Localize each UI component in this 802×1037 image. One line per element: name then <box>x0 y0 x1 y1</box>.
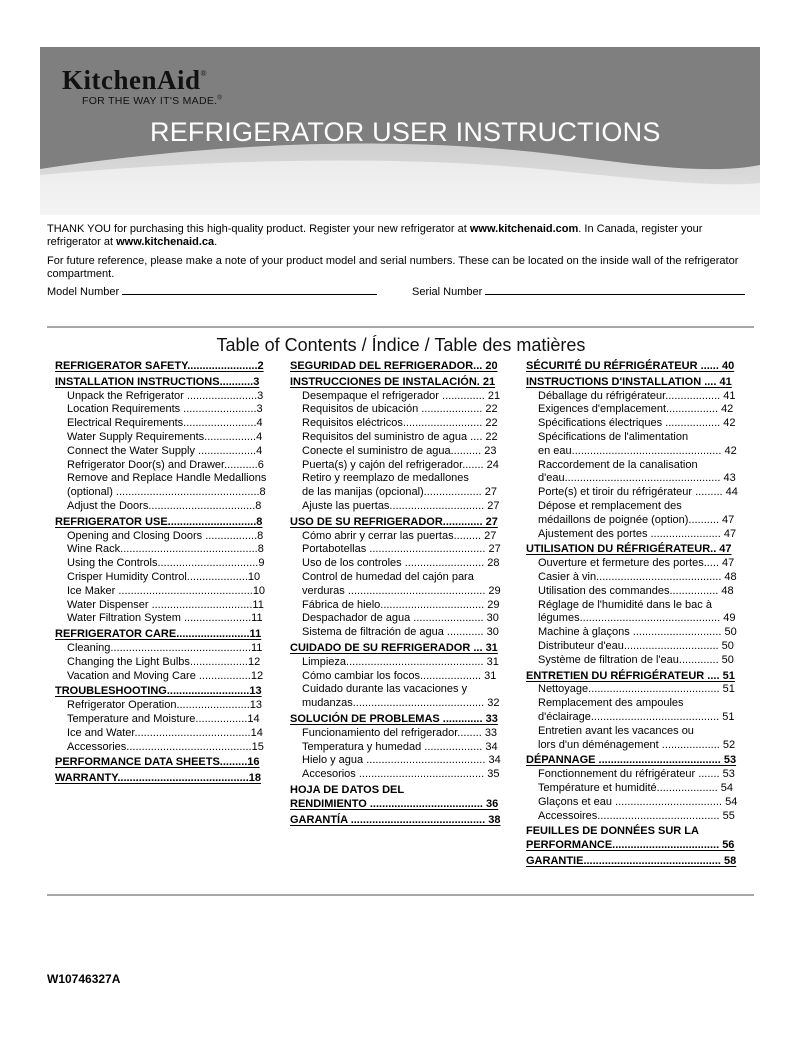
toc-entry[interactable] <box>55 557 273 571</box>
toc-entry[interactable] <box>55 670 273 684</box>
toc-entry-text: (optional) ...............................................8 <box>67 486 266 499</box>
toc-entry-text: Requisitos de ubicación .................... 22 <box>302 403 498 416</box>
toc-entry[interactable] <box>290 798 510 812</box>
toc-entry-text: RENDIMIENTO ..................................... 36 <box>290 797 499 810</box>
toc-entry[interactable] <box>290 814 510 828</box>
toc-entry-text: Accessories.........................................15 <box>67 740 264 753</box>
toc-entry[interactable] <box>55 612 273 626</box>
toc-entry[interactable] <box>55 459 273 473</box>
toc-entry[interactable] <box>55 713 273 727</box>
toc-title: Table of Contents / Índice / Table des matières <box>216 335 586 355</box>
toc-entry-text: Retiro y reemplazo de medallones <box>302 472 469 485</box>
toc-entry[interactable] <box>290 500 510 514</box>
divider-top <box>47 326 754 328</box>
toc-entry-text: UTILISATION DU RÉFRIGÉRATEUR.. 47 <box>526 543 732 556</box>
toc-column-spanish <box>290 360 510 827</box>
toc-entry-text: Spécifications électriques .................. 42 <box>538 417 736 430</box>
toc-entry-text: Conecte el suministro de agua.......... 23 <box>302 444 497 457</box>
toc-entry[interactable] <box>290 403 510 417</box>
toc-entry-text: Control de humedad del cajón para <box>302 570 474 583</box>
toc-entry[interactable] <box>55 530 273 544</box>
toc-entry[interactable] <box>526 683 746 697</box>
toc-entry-text: INSTRUCTIONS D'INSTALLATION .... 41 <box>526 375 732 388</box>
toc-entry-text: Ice and Water......................................14 <box>67 726 263 739</box>
toc-entry[interactable] <box>526 445 746 459</box>
toc-entry[interactable] <box>55 472 273 486</box>
toc-entry-text: Réglage de l'humidité dans le bac à <box>538 598 712 611</box>
toc-entry-text: d'éclairage.......................................... 51 <box>538 710 735 723</box>
toc-entry-text: GARANTIE............................................. 58 <box>526 854 737 867</box>
toc-entry[interactable] <box>526 376 746 390</box>
intro-paragraph-register: THANK YOU for purchasing this high-quality product. Register your new refrigerator at www.kitchenaid.com. In Canada, register your refrigerator at www.kitchenaid.ca. <box>47 223 703 248</box>
toc-entry[interactable] <box>526 557 746 571</box>
toc-entry[interactable] <box>290 516 510 530</box>
toc-entry-text: Puerta(s) y cajón del refrigerador....... 24 <box>302 458 499 471</box>
toc-entry-text: REFRIGERATOR CARE........................11 <box>55 628 262 641</box>
toc-entry-text: médaillons de poignée (option).......... 47 <box>538 513 735 526</box>
toc-entry[interactable] <box>526 612 746 626</box>
product-number-fields <box>47 285 752 301</box>
toc-entry-text: PERFORMANCE DATA SHEETS.........16 <box>55 756 260 769</box>
link-kitchenaid-ca[interactable]: www.kitchenaid.ca <box>116 236 215 248</box>
toc-entry[interactable] <box>290 713 510 727</box>
toc-entry-text: Electrical Requirements........................4 <box>67 417 263 430</box>
toc-entry[interactable] <box>55 390 273 404</box>
toc-entry-text: SOLUCIÓN DE PROBLEMAS ............. 33 <box>290 712 498 725</box>
toc-entry-text: Fábrica de hielo.................................. 29 <box>302 598 500 611</box>
toc-entry[interactable] <box>290 360 510 374</box>
toc-entry[interactable] <box>526 626 746 640</box>
toc-entry[interactable] <box>290 472 510 486</box>
toc-entry[interactable] <box>526 839 746 853</box>
toc-entry-text: DÉPANNAGE ........................................ 53 <box>526 754 737 767</box>
intro-paragraph-reference: For future reference, please make a note of your product model and serial numbers. These can be located on the inside wall of the refrigerator compartment. <box>47 255 739 280</box>
toc-entry[interactable] <box>55 628 273 642</box>
toc-entry[interactable] <box>526 528 746 542</box>
toc-entry-text: verduras ............................................. 29 <box>302 584 501 597</box>
toc-entry[interactable] <box>290 599 510 613</box>
toc-entry[interactable] <box>526 768 746 782</box>
model-number-label: Model Number <box>47 286 120 298</box>
toc-entry-text: Water Supply Requirements.................4 <box>67 430 263 443</box>
toc-entry-text: FEUILLES DE DONNÉES SUR LA <box>526 825 699 838</box>
model-number-line[interactable] <box>122 285 377 295</box>
brand-logo: KitchenAid® <box>62 65 208 95</box>
toc-entry-text: Sistema de filtración de agua ............ 30 <box>302 626 499 639</box>
toc-entry-text: Uso de los controles .......................... 28 <box>302 557 500 570</box>
toc-entry-text: Remplacement des ampoules <box>538 697 684 710</box>
toc-entry-text: Distributeur d'eau............................... 50 <box>538 639 734 652</box>
toc-entry[interactable] <box>526 486 746 500</box>
toc-entry[interactable] <box>55 571 273 585</box>
toc-entry[interactable] <box>290 683 510 697</box>
toc-entry[interactable] <box>290 557 510 571</box>
toc-entry-text: de las manijas (opcional)................... 27 <box>302 486 498 499</box>
toc-entry[interactable] <box>290 626 510 640</box>
toc-entry[interactable] <box>526 585 746 599</box>
toc-entry[interactable] <box>526 543 746 557</box>
toc-entry-text: Machine à glaçons ............................. 50 <box>538 626 737 639</box>
toc-entry[interactable] <box>290 585 510 599</box>
brand-tagline: FOR THE WAY IT'S MADE.® <box>82 95 223 107</box>
toc-entry[interactable] <box>55 417 273 431</box>
toc-entry-text: TROUBLESHOOTING...........................13 <box>55 685 262 698</box>
toc-entry-text: Accesorios ......................................... 35 <box>302 768 500 781</box>
toc-entry[interactable] <box>526 796 746 810</box>
toc-entry[interactable] <box>290 530 510 544</box>
toc-entry[interactable] <box>55 599 273 613</box>
toc-entry[interactable] <box>55 403 273 417</box>
toc-entry-text: GARANTÍA ............................................ 38 <box>290 813 501 826</box>
toc-entry[interactable] <box>55 516 273 530</box>
toc-entry[interactable] <box>290 445 510 459</box>
toc-entry-text: PERFORMANCE................................... 56 <box>526 839 735 852</box>
toc-entry-text: Glaçons et eau ................................... 54 <box>538 795 738 808</box>
toc-entry[interactable] <box>290 670 510 684</box>
toc-entry-text: Portabotellas ...................................... 27 <box>302 543 501 556</box>
toc-entry[interactable] <box>290 656 510 670</box>
document-title: REFRIGERATOR USER INSTRUCTIONS <box>150 117 661 147</box>
toc-entry-text: INSTRUCCIONES DE INSTALACIÓN. 21 <box>290 375 496 388</box>
serial-number-line[interactable] <box>485 285 745 295</box>
toc-entry[interactable] <box>55 376 273 390</box>
toc-entry[interactable] <box>290 727 510 741</box>
toc-entry[interactable] <box>290 459 510 473</box>
toc-entry[interactable] <box>290 784 510 798</box>
toc-entry-text: Temperatura y humedad ................... 34 <box>302 740 498 753</box>
toc-entry-text: Connect the Water Supply ...................4 <box>67 444 263 457</box>
serial-number-label: Serial Number <box>412 286 483 298</box>
toc-entry[interactable] <box>290 612 510 626</box>
toc-entry[interactable] <box>526 640 746 654</box>
toc-entry[interactable] <box>55 486 273 500</box>
toc-entry-text: Water Dispenser .................................11 <box>67 598 264 611</box>
link-kitchenaid-com[interactable]: www.kitchenaid.com <box>469 223 579 235</box>
toc-entry[interactable] <box>526 670 746 684</box>
toc-entry[interactable] <box>526 390 746 404</box>
toc-entry[interactable] <box>55 585 273 599</box>
toc-entry-text: Wine Rack.............................................8 <box>67 543 264 556</box>
toc-entry[interactable] <box>526 500 746 514</box>
toc-entry[interactable] <box>526 417 746 431</box>
toc-entry-text: Porte(s) et tiroir du réfrigérateur ......... 44 <box>538 486 738 499</box>
toc-entry[interactable] <box>526 360 746 374</box>
toc-entry[interactable] <box>526 810 746 824</box>
toc-entry[interactable] <box>55 772 273 786</box>
toc-entry-text: Remove and Replace Handle Medallions <box>67 472 267 485</box>
toc-entry-text: Requisitos eléctricos.......................... 22 <box>302 417 498 430</box>
toc-entry-text: Dépose et remplacement des <box>538 499 682 512</box>
toc-entry-text: Temperature and Moisture.................14 <box>67 712 260 725</box>
toc-column-french <box>526 360 746 869</box>
header-banner <box>40 47 760 215</box>
toc-entry-text: Cleaning..............................................11 <box>67 641 263 654</box>
toc-entry[interactable] <box>290 543 510 557</box>
toc-entry-text: lors d'un déménagement ................... 52 <box>538 738 736 751</box>
toc-entry[interactable] <box>526 571 746 585</box>
toc-entry[interactable] <box>290 754 510 768</box>
toc-entry-text: Spécifications de l'alimentation <box>538 430 689 443</box>
toc-entry-text: Vacation and Moving Care .................12 <box>67 669 264 682</box>
toc-entry-text: d'eau................................................... 43 <box>538 472 736 485</box>
toc-entry-text: Refrigerator Door(s) and Drawer...........6 <box>67 458 264 471</box>
toc-entry-text: Raccordement de la canalisation <box>538 458 698 471</box>
toc-entry-text: Déballage du réfrigérateur.................. 41 <box>538 389 736 402</box>
toc-entry[interactable] <box>526 431 746 445</box>
toc-entry-text: WARRANTY...........................................18 <box>55 772 261 785</box>
toc-entry-text: Cómo abrir y cerrar las puertas......... 27 <box>302 529 497 542</box>
toc-entry-text: Adjust the Doors...................................8 <box>67 499 262 512</box>
toc-entry-text: Hielo y agua ....................................... 34 <box>302 754 501 767</box>
toc-entry[interactable] <box>55 642 273 656</box>
toc-entry[interactable] <box>290 768 510 782</box>
toc-entry-text: Casier à vin......................................... 48 <box>538 570 737 583</box>
toc-entry[interactable] <box>55 699 273 713</box>
toc-entry-text: CUIDADO DE SU REFRIGERADOR ... 31 <box>290 641 498 654</box>
intro-text <box>47 223 757 287</box>
toc-entry[interactable] <box>55 431 273 445</box>
toc-entry-text: Water Filtration System ......................11 <box>67 612 263 625</box>
toc-entry-text: Desempaque el refrigerador .............. 21 <box>302 389 501 402</box>
toc-entry[interactable] <box>526 599 746 613</box>
toc-entry[interactable] <box>55 685 273 699</box>
toc-entry-text: Ajustement des portes ....................... 47 <box>538 527 737 540</box>
toc-entry-text: Cuidado durante las vacaciones y <box>302 683 468 696</box>
toc-column-english <box>55 360 273 786</box>
toc-entry[interactable] <box>55 727 273 741</box>
toc-entry[interactable] <box>526 711 746 725</box>
toc-entry-text: légumes.............................................. 49 <box>538 612 736 625</box>
toc-entry-text: Unpack the Refrigerator .......................3 <box>67 389 264 402</box>
toc-entry-text: Entretien avant les vacances ou <box>538 724 694 737</box>
toc-entry[interactable] <box>55 500 273 514</box>
toc-entry[interactable] <box>290 741 510 755</box>
toc-entry-text: Nettoyage........................................... 51 <box>538 683 735 696</box>
toc-entry[interactable] <box>55 360 273 374</box>
toc-entry-text: Changing the Light Bulbs...................12 <box>67 655 261 668</box>
toc-entry-text: mudanzas........................................... 32 <box>302 697 500 710</box>
toc-entry[interactable] <box>526 697 746 711</box>
toc-entry[interactable] <box>290 486 510 500</box>
toc-entry-text: Cómo cambiar los focos.................... 31 <box>302 669 497 682</box>
toc-entry-text: REFRIGERATOR USE.............................8 <box>55 515 263 528</box>
toc-entry[interactable] <box>290 390 510 404</box>
toc-entry[interactable] <box>526 782 746 796</box>
toc-entry[interactable] <box>290 571 510 585</box>
toc-entry-text: Ouverture et fermeture des portes..... 47 <box>538 557 735 570</box>
toc-entry[interactable] <box>290 431 510 445</box>
toc-entry[interactable] <box>55 656 273 670</box>
toc-entry-text: Utilisation des commandes................ 48 <box>538 584 734 597</box>
toc-entry-text: Funcionamiento del refrigerador........ 33 <box>302 726 498 739</box>
toc-entry-text: SEGURIDAD DEL REFRIGERADOR... 20 <box>290 360 498 372</box>
toc-entry-text: INSTALLATION INSTRUCTIONS...........3 <box>55 375 260 388</box>
toc-entry-text: Requisitos del suministro de agua .... 22 <box>302 430 498 443</box>
document-code: W10746327A <box>47 972 121 986</box>
toc-entry[interactable] <box>290 376 510 390</box>
toc-entry[interactable] <box>526 725 746 739</box>
toc-entry[interactable] <box>526 739 746 753</box>
toc-entry-text: Ice Maker ............................................10 <box>67 584 266 597</box>
toc-entry-text: Exigences d'emplacement................. 42 <box>538 403 734 416</box>
toc-entry[interactable] <box>526 855 746 869</box>
toc-entry-text: Refrigerator Operation........................13 <box>67 699 263 712</box>
toc-entry-text: Crisper Humidity Control....................10 <box>67 570 261 583</box>
toc-entry-text: Opening and Closing Doors .................8 <box>67 529 264 542</box>
toc-entry-text: en eau................................................. 42 <box>538 444 737 457</box>
toc-entry[interactable] <box>55 445 273 459</box>
toc-entry-text: Using the Controls.................................9 <box>67 557 265 570</box>
model-number-field <box>47 285 377 298</box>
toc-entry-text: Limpieza............................................. 31 <box>302 655 499 668</box>
toc-entry[interactable] <box>526 754 746 768</box>
toc-entry-text: REFRIGERATOR SAFETY.......................2 <box>55 360 264 372</box>
toc-entry-text: Système de filtration de l'eau............. 50 <box>538 653 734 666</box>
toc-entry[interactable] <box>290 642 510 656</box>
toc-entry-text: Accessoires........................................ 55 <box>538 809 735 822</box>
toc-entry[interactable] <box>526 472 746 486</box>
toc-entry-text: Fonctionnement du réfrigérateur ....... 53 <box>538 768 735 781</box>
toc-entry[interactable] <box>526 825 746 839</box>
toc-entry[interactable] <box>526 459 746 473</box>
toc-entry-text: Despachador de agua ....................... 30 <box>302 612 499 625</box>
toc-entry[interactable] <box>526 403 746 417</box>
toc-entry[interactable] <box>55 756 273 770</box>
toc-entry[interactable] <box>526 514 746 528</box>
toc-entry-text: Ajuste las puertas............................... 27 <box>302 499 500 512</box>
toc-entry[interactable] <box>55 741 273 755</box>
toc-entry-text: HOJA DE DATOS DEL <box>290 783 405 796</box>
toc-entry-text: Location Requirements ........................3 <box>67 403 263 416</box>
toc-entry-text: SÉCURITÉ DU RÉFRIGÉRATEUR ...... 40 <box>526 360 735 372</box>
toc-entry-text: ENTRETIEN DU RÉFRIGÉRATEUR .... 51 <box>526 669 735 682</box>
toc-entry[interactable] <box>290 697 510 711</box>
serial-number-field <box>412 285 745 298</box>
toc-entry[interactable] <box>55 543 273 557</box>
toc-entry-text: USO DE SU REFRIGERADOR............. 27 <box>290 515 498 528</box>
toc-entry[interactable] <box>526 654 746 668</box>
toc-entry[interactable] <box>290 417 510 431</box>
divider-bottom <box>47 894 754 896</box>
toc-entry-text: Température et humidité.................... 54 <box>538 781 734 794</box>
